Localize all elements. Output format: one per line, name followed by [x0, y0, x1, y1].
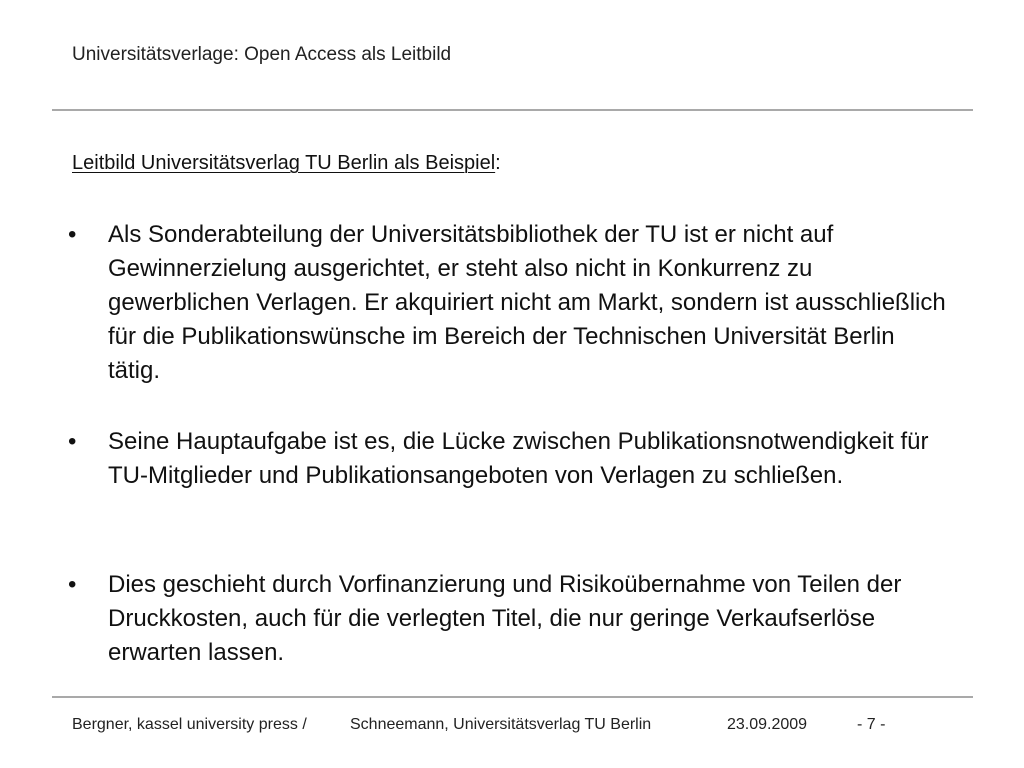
footer-page-number: - 7 -: [857, 716, 886, 733]
bullet-symbol: •: [68, 571, 77, 598]
bullet-text: Dies geschieht durch Vorfinanzierung und Risikoübernahme von Teilen der Druckkosten, auch für die verlegten Titel, die nur geringe Verkaufserlöse erwarten lassen.: [108, 571, 902, 666]
footer-divider: [52, 696, 973, 698]
section-subtitle-underlined: Leitbild Universitätsverlag TU Berlin als Beispiel: [72, 152, 496, 174]
header-title: Universitätsverlage: Open Access als Leitbild: [72, 44, 452, 65]
header-divider: [52, 109, 973, 111]
bullet-symbol: •: [68, 221, 77, 248]
bullet-item-1: [68, 218, 948, 388]
section-subtitle-suffix: :: [495, 152, 501, 174]
footer-authors-right: Schneemann, Universitätsverlag TU Berlin: [350, 716, 652, 733]
bullet-text: Seine Hauptaufgabe ist es, die Lücke zwischen Publikationsnotwendigkeit für TU-Mitglieder und Publikationsangeboten von Verlagen zu schließen.: [108, 428, 929, 489]
section-subtitle: [72, 152, 501, 175]
footer-date: 23.09.2009: [727, 716, 808, 733]
bullet-text: Als Sonderabteilung der Universitätsbibliothek der TU ist er nicht auf Gewinnerzielung ausgerichtet, er steht also nicht in Konkurrenz zu gewerblichen Verlagen. Er akquiriert nicht am Markt, sondern ist ausschließlich für die Publikationswünsche im Bereich der Technischen Universität Berlin tätig.: [108, 221, 946, 384]
bullet-item-2: [68, 425, 948, 493]
bullet-symbol: •: [68, 428, 77, 455]
bullet-item-3: [68, 568, 948, 670]
footer-authors-left: Bergner, kassel university press /: [72, 716, 307, 733]
